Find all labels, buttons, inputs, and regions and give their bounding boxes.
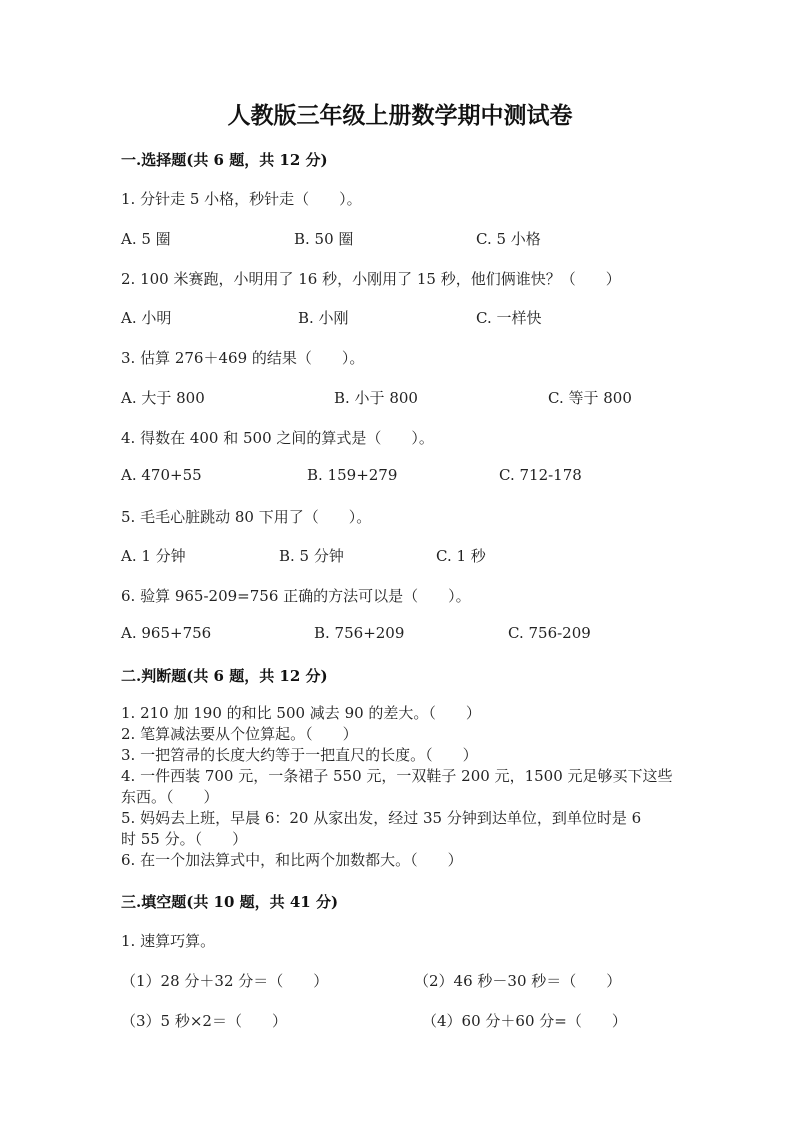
option-b: B. 5 分钟: [279, 547, 344, 565]
option-c: C. 5 小格: [476, 230, 541, 248]
option-b: B. 159+279: [307, 466, 398, 484]
option-a: A. 大于 800: [121, 389, 205, 407]
option-a: A. 小明: [121, 309, 172, 327]
option-b: B. 756+209: [314, 624, 405, 642]
option-c: C. 等于 800: [548, 389, 632, 407]
judge-line: 5. 妈妈去上班，早晨 6：20 从家出发，经过 35 分钟到达单位，到单位时是 6: [121, 809, 642, 827]
question-text: 3. 估算 276＋469 的结果（ ）。: [121, 349, 365, 367]
judge-line: 2. 笔算减法要从个位算起。（ ）: [121, 725, 358, 743]
option-c: C. 712-178: [499, 466, 582, 484]
judge-line: 3. 一把笤帚的长度大约等于一把直尺的长度。（ ）: [121, 746, 478, 764]
fill-item: （4）60 分＋60 分=（ ）: [422, 1012, 627, 1030]
option-a: A. 965+756: [121, 624, 212, 642]
option-b: B. 小刚: [298, 309, 349, 327]
page-title: 人教版三年级上册数学期中测试卷: [227, 102, 573, 129]
option-b: B. 50 圈: [294, 230, 354, 248]
judge-line: 4. 一件西装 700 元，一条裙子 550 元，一双鞋子 200 元，1500 元足够买下这些: [121, 767, 673, 785]
fill-item: （3）5 秒×2＝（ ）: [121, 1012, 287, 1030]
option-a: A. 5 圈: [121, 230, 171, 248]
section-heading-fill: 三.填空题(共 10 题，共 41 分): [121, 893, 339, 911]
judge-line: 时 55 分。（ ）: [121, 830, 248, 848]
option-a: A. 1 分钟: [121, 547, 186, 565]
option-b: B. 小于 800: [334, 389, 418, 407]
question-text: 5. 毛毛心脏跳动 80 下用了（ ）。: [121, 508, 372, 526]
question-text: 4. 得数在 400 和 500 之间的算式是（ ）。: [121, 429, 434, 447]
question-text: 2. 100 米赛跑，小明用了 16 秒，小刚用了 15 秒，他们俩谁快？（ ）: [121, 270, 621, 288]
question-text: 1. 速算巧算。: [121, 932, 216, 950]
option-a: A. 470+55: [121, 466, 202, 484]
judge-line: 6. 在一个加法算式中，和比两个加数都大。（ ）: [121, 851, 463, 869]
question-text: 6. 验算 965-209=756 正确的方法可以是（ ）。: [121, 587, 471, 605]
fill-item: （1）28 分＋32 分＝（ ）: [121, 972, 329, 990]
option-c: C. 1 秒: [436, 547, 486, 565]
option-c: C. 一样快: [476, 309, 542, 327]
option-c: C. 756-209: [508, 624, 591, 642]
question-text: 1. 分针走 5 小格，秒针走（ ）。: [121, 190, 362, 208]
judge-line: 东西。（ ）: [121, 788, 219, 806]
fill-item: （2）46 秒－30 秒＝（ ）: [414, 972, 622, 990]
section-heading-judge: 二.判断题(共 6 题，共 12 分): [121, 667, 328, 685]
judge-line: 1. 210 加 190 的和比 500 减去 90 的差大。（ ）: [121, 704, 481, 722]
section-heading-choice: 一.选择题(共 6 题，共 12 分): [121, 151, 328, 169]
